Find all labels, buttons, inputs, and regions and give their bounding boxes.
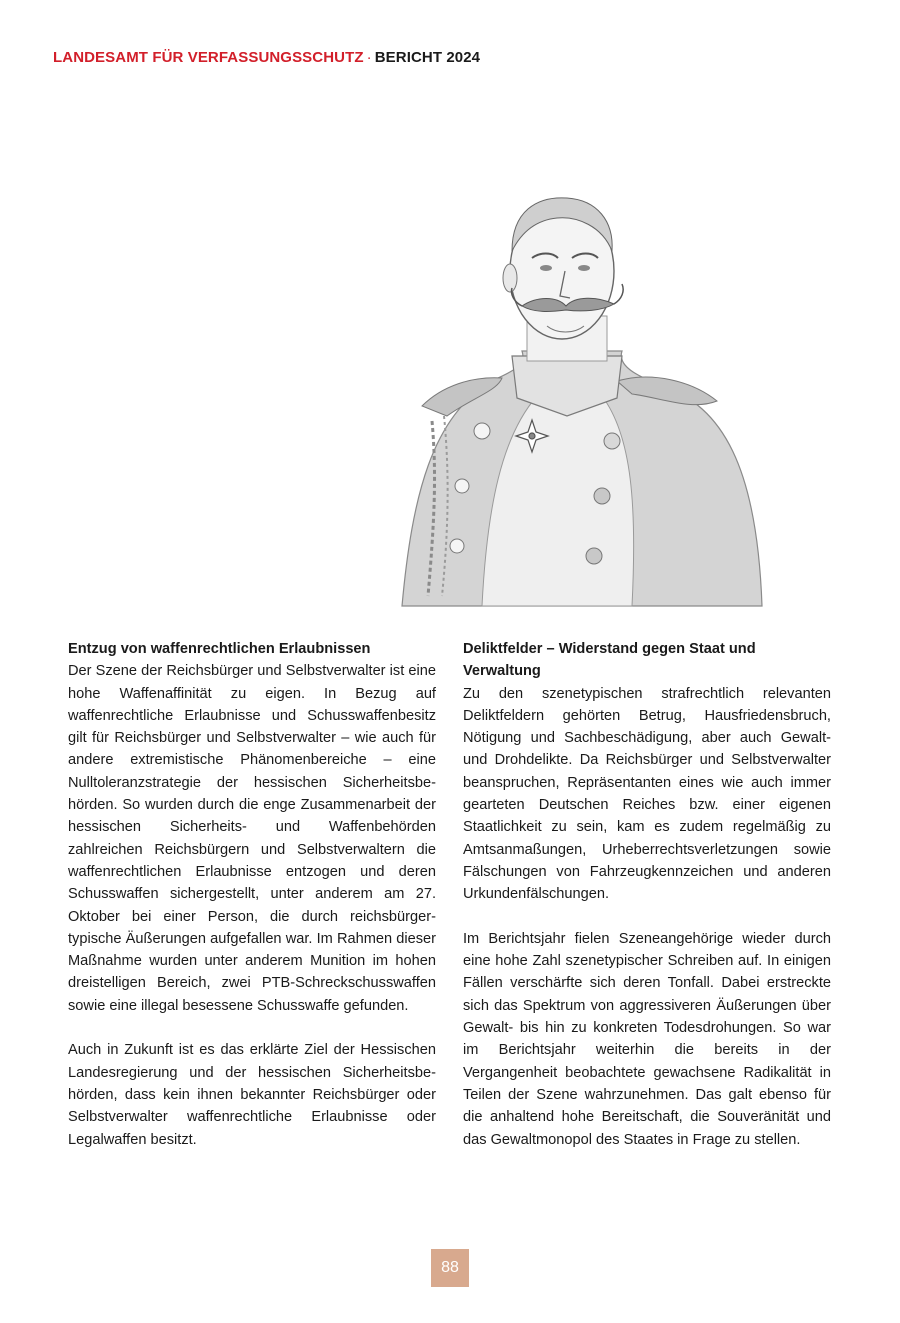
paragraph: Im Berichtsjahr fielen Szeneangehörige wieder durch eine hohe Zahl szenetypischer Schreiben auf. In einigen Fällen verschärfte sich deren Tonfall. Dabei erstreckte sich das Spektrum von aggressiveren Äußerungen über Gewalt- bis hin zu konkreten Todesdrohungen. So war im Berichtsjahr weiterhin die bereits in der Vergangenheit beobachtete gewachsene Radikalität in Teilen der Szene wahrzunehmen. Das galt ebenso für die anhaltend hohe Bereitschaft, die Souveränität und das Gewaltmonopol des Staates in Frage zu stellen. <box>463 930 831 1148</box>
right-column <box>463 638 831 1173</box>
header-separator: · <box>366 49 372 66</box>
running-header <box>53 49 480 66</box>
paragraph: Zu den szenetypischen strafrechtlich relevanten Deliktfeldern gehörten Betrug, Hausfriedensbruch, Nötigung und Sachbeschädigung, aber auch Gewalt- und Drohdelikte. Da Reichsbürger und Selbstverwalter beanspruchen, Repräsentanten eines wie auch immer gearteten Deutschen Reiches bzw. einer eigenen Staatlichkeit zu sein, kam es zudem regelmäßig zu Amtsanmaßungen, Urheberrechtsverletzungen sowie Fälschungen von Fahrzeugkennzeichen und anderen Urkundenfälschungen. <box>463 685 831 903</box>
page-number: 88 <box>431 1249 469 1287</box>
section-heading-weapons: Entzug von waffenrechtlichen Erlaubnissen <box>68 641 371 657</box>
header-organization: LANDESAMT FÜR VERFASSUNGSSCHUTZ <box>53 49 364 66</box>
header-report-title: BERICHT 2024 <box>374 49 481 66</box>
left-column <box>68 638 436 1173</box>
section-heading-offences: Deliktfelder – Widerstand gegen Staat und Verwaltung <box>463 641 756 680</box>
portrait-illustration <box>362 166 774 608</box>
paragraph: Der Szene der Reichsbürger und Selbstverwalter ist eine hohe Waffenaffinität zu eigen. In Bezug auf waffenrechtliche Erlaubnisse und Schusswaffenbesitz gilt für Reichsbürger und Selbstverwalter – wie auch für andere extremistische Phänomenbereiche – eine Nulltoleranzstrategie der hessischen Sicherheitsbehörden. So wurden durch die enge Zusammenarbeit der hessischen Sicherheits- und Waffenbehörden zahlreichen Reichsbürgern und Selbstverwaltern die waffenrechtlichen Erlaubnisse entzogen und deren Schusswaffen sichergestellt, unter anderem am 27. Oktober bei einer Person, die durch reichsbürgertypische Äußerungen aufgefallen war. Im Rahmen dieser Maßnahme wurden unter anderem Munition im hohen dreistelligen Bereich, zwei PTB-Schreckschusswaffen sowie eine illegal besessene Schusswaffe gefunden. <box>68 663 436 1014</box>
paragraph: Auch in Zukunft ist es das erklärte Ziel der Hessischen Landesregierung und der hessischen Sicherheitsbehörden, dass kein ihnen bekannter Reichsbürger oder Selbstverwalter waffenrechtliche Erlaubnisse oder Legalwaffen besitzt. <box>68 1042 436 1148</box>
